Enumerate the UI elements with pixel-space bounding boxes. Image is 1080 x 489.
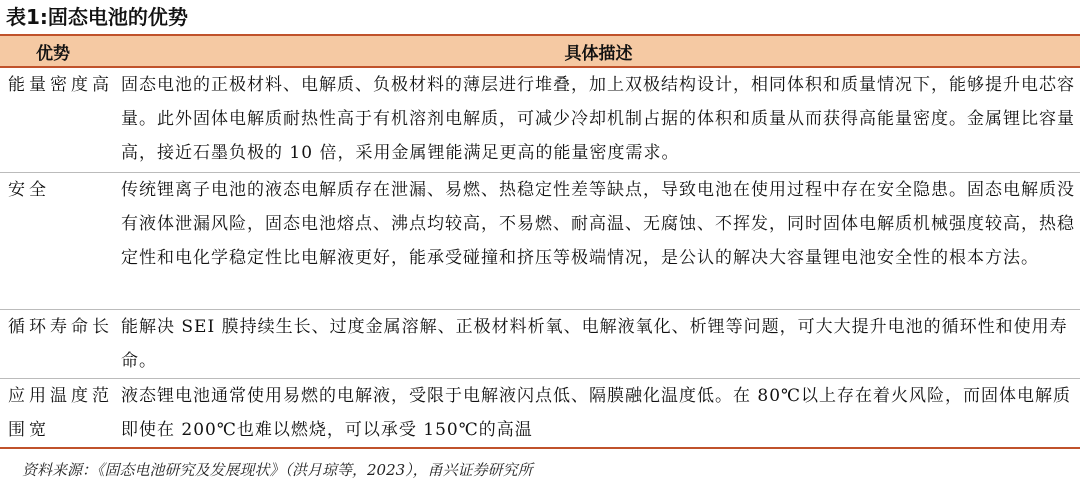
advantages-table	[0, 34, 1080, 449]
header-advantage: 优势	[0, 35, 117, 67]
advantage-cell: 应用温度范围宽	[8, 386, 113, 440]
header-description: 具体描述	[117, 35, 1080, 67]
table-row	[0, 379, 1080, 449]
table-caption: 表1:固态电池的优势	[6, 5, 188, 29]
table-row	[0, 310, 1080, 379]
description-cell: 液态锂电池通常使用易燃的电解液，受限于电解液闪点低、隔膜融化温度低。在 80℃以上存在着火风险，而固体电解质即使在 200℃也难以燃烧，可以承受 150℃的高温	[121, 386, 1072, 440]
description-cell: 能解决 SEI 膜持续生长、过度金属溶解、正极材料析氧、电解液氧化、析锂等问题，可大大提升电池的循环性和使用寿命。	[121, 317, 1068, 371]
source-note: 资料来源：《固态电池研究及发展现状》（洪月琼等，2023），甬兴证券研究所	[22, 461, 533, 479]
advantage-cell: 能量密度高	[8, 75, 113, 95]
table-row	[0, 173, 1080, 310]
table-row	[0, 67, 1080, 173]
description-cell: 传统锂离子电池的液态电解质存在泄漏、易燃、热稳定性差等缺点，导致电池在使用过程中存在安全隐患。固态电解质没有液体泄漏风险，固态电池熔点、沸点均较高，不易燃、耐高温、无腐蚀、不挥发，同时固体电解质机械强度较高，热稳定性和电化学稳定性比电解液更好，能承受碰撞和挤压等极端情况，是公认的解决大容量锂电池安全性的根本方法。	[121, 180, 1075, 268]
table-header-row	[0, 35, 1080, 67]
advantage-cell: 循环寿命长	[8, 317, 113, 337]
description-cell: 固态电池的正极材料、电解质、负极材料的薄层进行堆叠，加上双极结构设计，相同体积和质量情况下，能够提升电芯容量。此外固体电解质耐热性高于有机溶剂电解质，可减少冷却机制占据的体积和质量从而获得高能量密度。金属锂比容量高，接近石墨负极的 10 倍，采用金属锂能满足更高的能量密度需求。	[121, 75, 1075, 163]
advantage-cell: 安全	[8, 180, 50, 200]
